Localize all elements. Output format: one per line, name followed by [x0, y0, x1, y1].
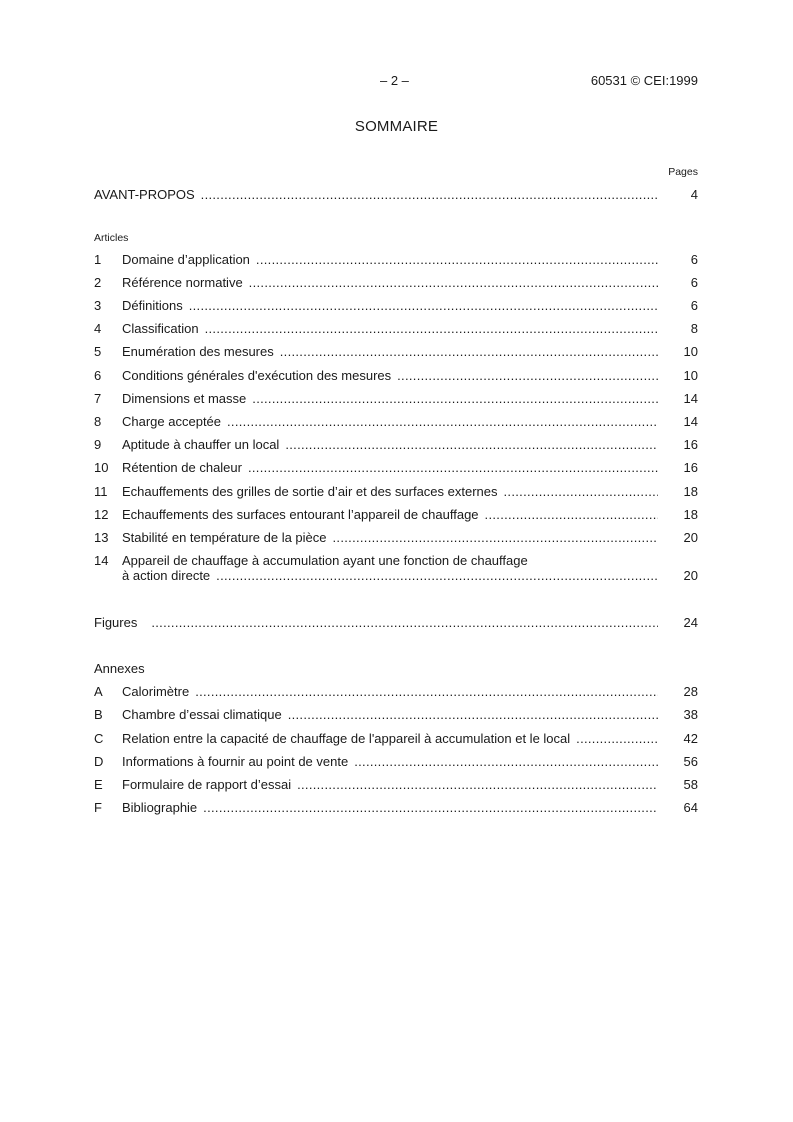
toc-entry-annex[interactable] — [94, 684, 698, 700]
toc-entry-page: 28 — [683, 684, 698, 699]
toc-entry-article[interactable] — [94, 252, 698, 268]
toc-entry-label: Enumération des mesures — [122, 344, 274, 359]
toc-entry-page: 18 — [683, 507, 698, 522]
toc-entry-number: 7 — [94, 391, 102, 406]
toc-entry-page: 56 — [683, 754, 698, 769]
toc-entry-page: 10 — [683, 368, 698, 383]
toc-entry-number: D — [94, 754, 104, 769]
toc-entry-article[interactable] — [94, 553, 698, 569]
toc-entry-number: 12 — [94, 507, 109, 522]
toc-entry-number: 5 — [94, 344, 102, 359]
toc-entry-number: C — [94, 731, 104, 746]
toc-entry-annex[interactable] — [94, 754, 698, 770]
toc-entry-article[interactable] — [94, 460, 698, 476]
toc-entry-label: Bibliographie — [122, 800, 198, 815]
toc-entry-number: E — [94, 777, 103, 792]
toc-entry-label-continuation: à action directe — [122, 568, 211, 583]
dot-leader — [252, 391, 658, 407]
dot-leader — [285, 437, 658, 453]
toc-entry-number: 4 — [94, 321, 102, 336]
toc-entry-page: 20 — [683, 568, 698, 583]
toc-entry-label: Dimensions et masse — [122, 391, 247, 406]
toc-entry-number: 1 — [94, 252, 102, 267]
toc-entry-page: 4 — [690, 187, 698, 202]
dot-leader — [151, 615, 658, 631]
document-reference: 60531 © CEI:1999 — [590, 73, 698, 88]
dot-leader — [256, 252, 658, 268]
toc-entry-label: Stabilité en température de la pièce — [122, 530, 327, 545]
toc-entry-label: Domaine d’application — [122, 252, 250, 267]
toc-entry-annex[interactable] — [94, 777, 698, 793]
toc-entry-article[interactable] — [94, 507, 698, 523]
toc-entry-page: 24 — [683, 615, 698, 630]
toc-entry-number: 3 — [94, 298, 102, 313]
toc-entry-label: AVANT-PROPOS — [94, 187, 195, 202]
toc-entry-annex[interactable] — [94, 707, 698, 723]
toc-entry-page: 18 — [683, 484, 698, 499]
toc-entry-number: 10 — [94, 460, 109, 475]
dot-leader — [280, 344, 658, 360]
toc-entry-page: 16 — [683, 460, 698, 475]
toc-entry-page: 10 — [683, 344, 698, 359]
toc-entry-page: 64 — [683, 800, 698, 815]
toc-entry-annex[interactable] — [94, 800, 698, 816]
toc-entry-label: Rétention de chaleur — [122, 460, 242, 475]
toc-entry-page: 14 — [683, 391, 698, 406]
toc-entry-page: 6 — [690, 275, 698, 290]
toc-entry-page: 38 — [683, 707, 698, 722]
pages-column-label: Pages — [668, 166, 698, 178]
toc-entry-article[interactable] — [94, 344, 698, 360]
toc-entry-article[interactable] — [94, 391, 698, 407]
dot-leader — [485, 507, 658, 523]
toc-entry-article[interactable] — [94, 414, 698, 430]
toc-entry-article[interactable] — [94, 275, 698, 291]
toc-entry-number: 13 — [94, 530, 109, 545]
toc-entry-label: Calorimètre — [122, 684, 190, 699]
toc-entry-article[interactable] — [94, 321, 698, 337]
dot-leader — [297, 777, 658, 793]
toc-entry-page: 20 — [683, 530, 698, 545]
toc-entry-page: 16 — [683, 437, 698, 452]
dot-leader — [203, 800, 658, 816]
toc-entry-label: Aptitude à chauffer un local — [122, 437, 280, 452]
toc-entry-number: 6 — [94, 368, 102, 383]
dot-leader — [397, 368, 658, 384]
page-number: – 2 – — [380, 73, 409, 88]
toc-entry-number: F — [94, 800, 102, 815]
annexes-section-label: Annexes — [94, 661, 145, 676]
dot-leader — [248, 460, 658, 476]
toc-entry-label: Relation entre la capacité de chauffage de l'appareil à accumulation et le local — [122, 731, 571, 746]
toc-entry-article[interactable] — [94, 530, 698, 546]
toc-entry-label: Conditions générales d'exécution des mesures — [122, 368, 392, 383]
toc-entry-number: 14 — [94, 553, 109, 568]
toc-entry-label: Appareil de chauffage à accumulation ayant une fonction de chauffage — [122, 553, 528, 568]
toc-entry-label: Figures — [94, 615, 138, 630]
toc-entry-number: B — [94, 707, 103, 722]
toc-entry-article[interactable] — [94, 298, 698, 314]
dot-leader — [576, 731, 658, 747]
toc-entry-label: Chambre d’essai climatique — [122, 707, 282, 722]
dot-leader — [333, 530, 658, 546]
toc-entry-label: Charge acceptée — [122, 414, 222, 429]
dot-leader — [249, 275, 658, 291]
toc-entry-number: 8 — [94, 414, 102, 429]
toc-entry-figures[interactable] — [94, 615, 698, 631]
toc-entry-page: 6 — [690, 252, 698, 267]
toc-entry-article[interactable] — [94, 437, 698, 453]
toc-entry-article[interactable] — [94, 368, 698, 384]
toc-entry-label: Informations à fournir au point de vente — [122, 754, 349, 769]
toc-entry-label: Définitions — [122, 298, 183, 313]
page-title: SOMMAIRE — [354, 118, 439, 135]
toc-entry-number: 2 — [94, 275, 102, 290]
toc-entry-label: Echauffements des grilles de sortie d’air et des surfaces externes — [122, 484, 498, 499]
articles-section-label: Articles — [94, 232, 129, 244]
toc-entry-number: 11 — [94, 484, 108, 499]
toc-entry-foreword[interactable] — [94, 187, 698, 203]
dot-leader — [195, 684, 658, 700]
dot-leader — [504, 484, 658, 500]
toc-entry-article[interactable] — [94, 484, 698, 500]
dot-leader — [227, 414, 658, 430]
toc-entry-label: Formulaire de rapport d’essai — [122, 777, 292, 792]
toc-entry-page: 42 — [683, 731, 698, 746]
toc-entry-number: 9 — [94, 437, 102, 452]
toc-entry-label: Référence normative — [122, 275, 243, 290]
dot-leader — [354, 754, 658, 770]
toc-entry-number: A — [94, 684, 103, 699]
toc-entry-page: 14 — [683, 414, 698, 429]
toc-entry-page: 6 — [690, 298, 698, 313]
dot-leader — [189, 298, 658, 314]
toc-entry-label: Echauffements des surfaces entourant l’appareil de chauffage — [122, 507, 479, 522]
dot-leader — [205, 321, 658, 337]
dot-leader — [288, 707, 658, 723]
toc-entry-continuation[interactable] — [122, 568, 698, 584]
dot-leader — [201, 187, 658, 203]
toc-entry-annex[interactable] — [94, 731, 698, 747]
dot-leader — [216, 568, 658, 584]
toc-entry-page: 58 — [683, 777, 698, 792]
toc-entry-label: Classification — [122, 321, 199, 336]
toc-entry-page: 8 — [690, 321, 698, 336]
